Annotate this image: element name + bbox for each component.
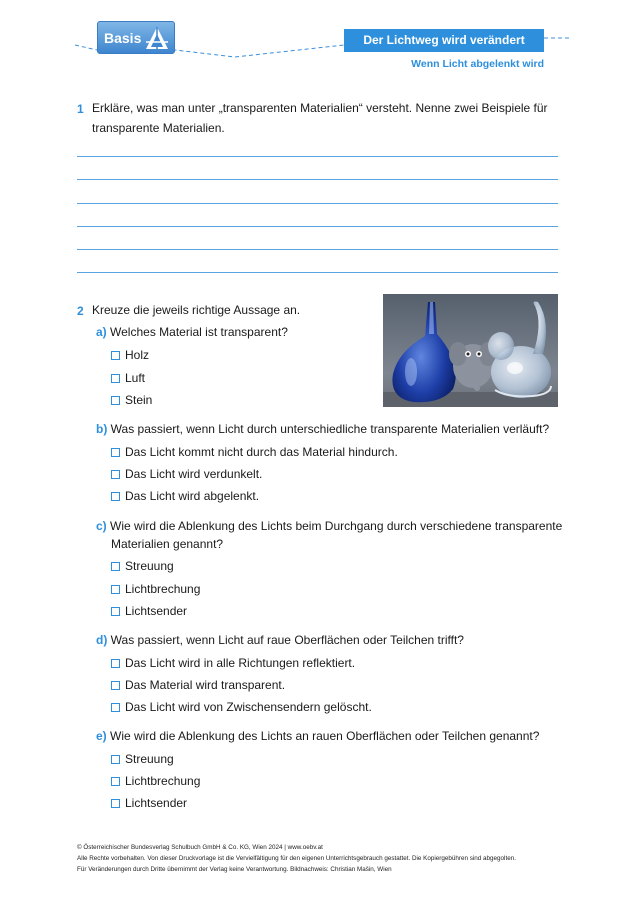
checkbox-icon[interactable] <box>111 777 120 786</box>
answer-option-label: Das Licht wird von Zwischensendern gelöscht. <box>125 700 372 714</box>
question-letter: d) <box>96 633 108 647</box>
question-letter: c) <box>96 519 107 533</box>
answer-option[interactable] <box>111 581 200 597</box>
question-e <box>96 728 539 744</box>
logo-text: Basis <box>104 30 142 46</box>
worksheet-title: Der Lichtweg wird verändert <box>363 33 525 47</box>
worksheet-subtitle: Wenn Licht abgelenkt wird <box>411 58 544 70</box>
answer-option-label: Streuung <box>125 559 174 573</box>
question-b <box>96 421 549 437</box>
checkbox-icon[interactable] <box>111 351 120 360</box>
checkbox-icon[interactable] <box>111 799 120 808</box>
answer-option[interactable] <box>111 488 259 504</box>
answer-line[interactable] <box>77 272 558 273</box>
answer-option[interactable] <box>111 347 149 363</box>
checkbox-icon[interactable] <box>111 492 120 501</box>
question-text: Was passiert, wenn Licht auf raue Oberflächen oder Teilchen trifft? <box>110 633 464 647</box>
checkbox-icon[interactable] <box>111 396 120 405</box>
answer-option-label: Lichtbrechung <box>125 582 201 596</box>
question-text-continued: Materialien genannt? <box>111 537 224 551</box>
checkbox-icon[interactable] <box>111 755 120 764</box>
footer-copyright: © Österreichischer Bundesverlag Schulbuch GmbH & Co. KG, Wien 2024 | www.oebv.at <box>77 844 323 851</box>
answer-option[interactable] <box>111 558 174 574</box>
worksheet-title-banner <box>344 29 544 52</box>
basis-logo <box>97 21 175 54</box>
checkbox-icon[interactable] <box>111 659 120 668</box>
question-c <box>96 518 562 534</box>
checkbox-icon[interactable] <box>111 703 120 712</box>
answer-option[interactable] <box>111 699 372 715</box>
header-dashed-line <box>0 0 640 70</box>
answer-option-label: Das Licht wird in alle Richtungen reflektiert. <box>125 656 356 670</box>
checkbox-icon[interactable] <box>111 470 120 479</box>
answer-option[interactable] <box>111 773 200 789</box>
footer-credits: Für Veränderungen durch Dritte übernimmt der Verlag keine Verantwortung. Bildnachweis: Christian Mašin, Wien <box>77 866 392 873</box>
answer-option-label: Streuung <box>125 752 174 766</box>
answer-option-label: Das Licht wird verdunkelt. <box>125 467 263 481</box>
question-letter: e) <box>96 729 107 743</box>
answer-option[interactable] <box>111 655 355 671</box>
question-text: Wie wird die Ablenkung des Lichts beim Durchgang durch verschiedene transparente <box>110 519 563 533</box>
task-question-line: transparente Materialien. <box>92 121 225 135</box>
footer-rights: Alle Rechte vorbehalten. Von dieser Druckvorlage ist die Vervielfältigung für den eigenen Unterrichtsgebrauch gestattet. Die Kopiergebühren sind abgegolten. <box>77 855 516 862</box>
checkbox-icon[interactable] <box>111 562 120 571</box>
checkbox-icon[interactable] <box>111 448 120 457</box>
answer-line[interactable] <box>77 179 558 180</box>
answer-option[interactable] <box>111 444 398 460</box>
answer-option[interactable] <box>111 751 174 767</box>
checkbox-icon[interactable] <box>111 607 120 616</box>
answer-option-label: Holz <box>125 348 150 362</box>
question-letter: b) <box>96 422 108 436</box>
question-d <box>96 632 464 648</box>
question-letter: a) <box>96 325 107 339</box>
task-number: 2 <box>77 304 84 318</box>
answer-option-label: Lichtsender <box>125 796 188 810</box>
footer <box>77 842 617 875</box>
task-number: 1 <box>77 102 84 116</box>
answer-option-label: Lichtbrechung <box>125 774 201 788</box>
task-question-line: Erkläre, was man unter „transparenten Materialien“ versteht. Nenne zwei Beispiele für <box>92 101 548 115</box>
answer-option[interactable] <box>111 392 152 408</box>
glass-figures-photo <box>383 294 558 407</box>
answer-option[interactable] <box>111 795 187 811</box>
checkbox-icon[interactable] <box>111 374 120 383</box>
answer-option-label: Das Material wird transparent. <box>125 678 286 692</box>
answer-option[interactable] <box>111 466 262 482</box>
question-text: Was passiert, wenn Licht durch unterschiedliche transparente Materialien verläuft? <box>110 422 550 436</box>
task-instruction: Kreuze die jeweils richtige Aussage an. <box>92 303 301 317</box>
checkbox-icon[interactable] <box>111 681 120 690</box>
answer-line[interactable] <box>77 249 558 250</box>
answer-option-label: Lichtsender <box>125 604 188 618</box>
answer-line[interactable] <box>77 203 558 204</box>
answer-option[interactable] <box>111 370 145 386</box>
answer-line[interactable] <box>77 226 558 227</box>
answer-line[interactable] <box>77 156 558 157</box>
answer-option-label: Das Licht wird abgelenkt. <box>125 489 260 503</box>
answer-option-label: Das Licht kommt nicht durch das Material hindurch. <box>125 445 398 459</box>
checkbox-icon[interactable] <box>111 585 120 594</box>
answer-option[interactable] <box>111 603 187 619</box>
answer-option[interactable] <box>111 677 285 693</box>
question-a <box>96 324 288 340</box>
answer-option-label: Stein <box>125 393 153 407</box>
question-text: Welches Material ist transparent? <box>110 325 288 339</box>
question-text: Wie wird die Ablenkung des Lichts an rauen Oberflächen oder Teilchen genannt? <box>110 729 540 743</box>
answer-option-label: Luft <box>125 371 146 385</box>
basis-triangle-icon <box>144 25 170 51</box>
task-question <box>92 98 562 138</box>
